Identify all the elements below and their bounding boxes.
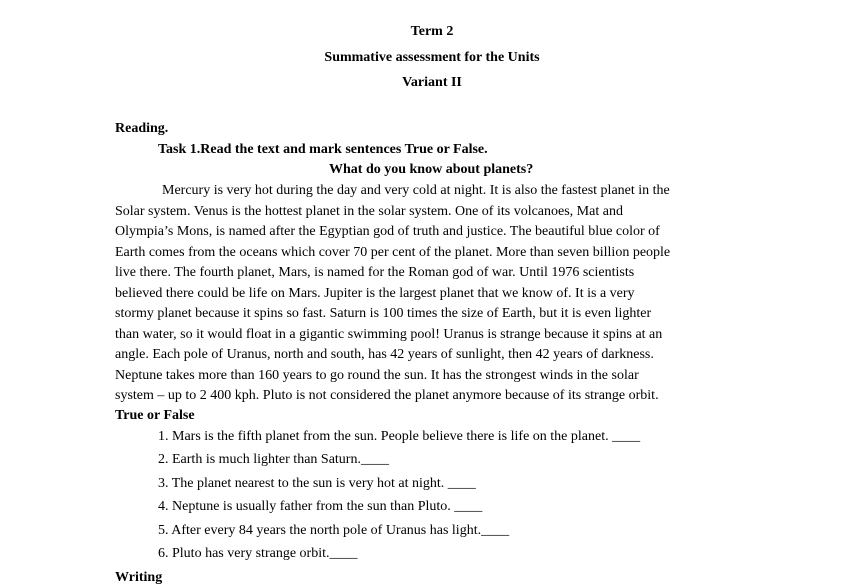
paragraph-line: angle. Each pole of Uranus, north and south, has 42 years of sunlight, then 42 years of darkness. [115,347,654,362]
paragraph-line: live there. The fourth planet, Mars, is named for the Roman god of war. Until 1976 scientists [115,265,635,280]
paragraph-line: Mercury is very hot during the day and very cold at night. It is also the fastest planet in the [162,183,670,198]
question-item: 3. The planet nearest to the sun is very hot at night. ____ [158,476,476,491]
paragraph-line: Neptune takes more than 160 years to go round the sun. It has the strongest winds in the solar [115,368,639,383]
paragraph-line: Olympia’s Mons, is named after the Egyptian god of truth and justice. The beautiful blue color of [115,224,660,239]
paragraph-line: than water, so it would float in a gigantic swimming pool! Uranus is strange because it spins at an [115,327,663,342]
true-false-heading: True or False [115,408,195,423]
paragraph-line: Earth comes from the oceans which cover 70 per cent of the planet. More than seven billion people [115,245,671,260]
term-heading: Term 2 [410,24,454,39]
text-title: What do you know about planets? [329,162,534,177]
question-item: 6. Pluto has very strange orbit.____ [158,546,358,561]
paragraph-line: stormy planet because it spins so fast. Saturn is 100 times the size of Earth, but it is even lighter [115,306,652,321]
variant-heading: Variant II [402,75,462,90]
question-item: 1. Mars is the fifth planet from the sun. People believe there is life on the planet. ____ [158,429,641,444]
reading-section-label: Reading. [115,121,169,136]
question-item: 2. Earth is much lighter than Saturn.____ [158,452,389,467]
question-item: 4. Neptune is usually father from the sun than Pluto. ____ [158,499,483,514]
paragraph-line: believed there could be life on Mars. Jupiter is the largest planet that we know of. It is a very [115,286,635,301]
task-instruction: Task 1.Read the text and mark sentences True or False. [158,142,488,157]
paragraph-line: system – up to 2 400 kph. Pluto is not considered the planet anymore because of its strange orbit. [115,388,659,403]
question-item: 5. After every 84 years the north pole of Uranus has light.____ [158,523,510,538]
writing-section-label: Writing [115,570,163,585]
paragraph-line: Solar system. Venus is the hottest planet in the solar system. One of its volcanoes, Mat and [115,204,623,219]
assessment-subtitle: Summative assessment for the Units [324,50,540,65]
